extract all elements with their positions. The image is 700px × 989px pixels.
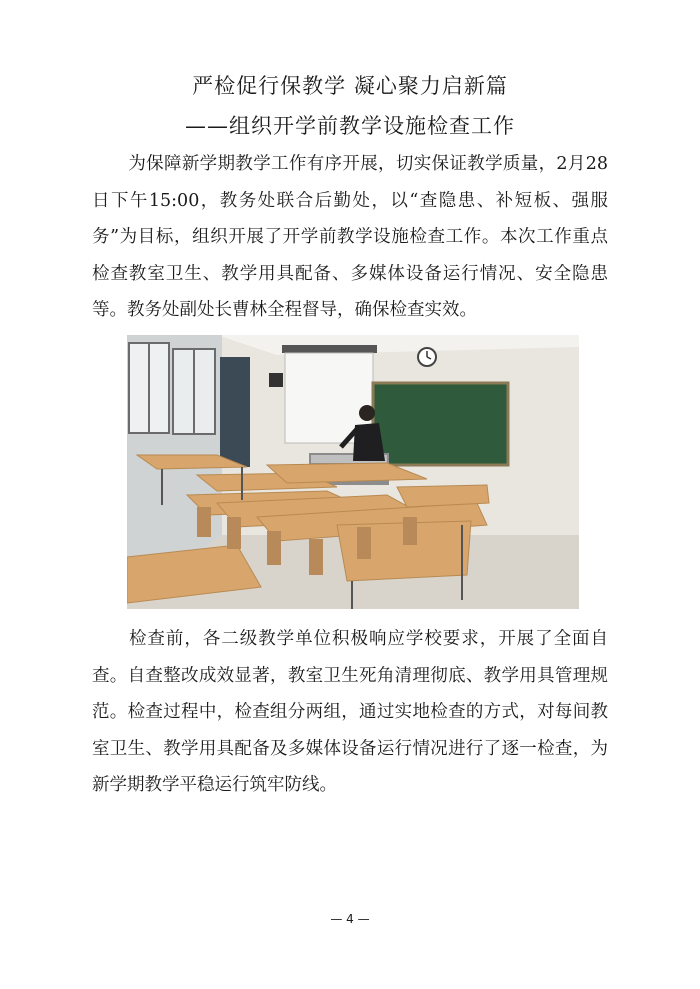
classroom-photo [127,335,579,609]
paragraph-1 [92,146,608,329]
classroom-photo-illustration [127,335,579,609]
document-title: 严检促行保教学 凝心聚力启新篇 [192,74,508,98]
paragraph-2 [92,621,608,804]
page-number: — 4 — [330,912,370,926]
document-subtitle: ——组织开学前教学设施检查工作 [185,114,515,138]
paragraph-2-text: 检查前，各二级教学单位积极响应学校要求，开展了全面自查。自查整改成效显著，教室卫生死角清理彻底、教学用具管理规范。检查过程中，检查组分两组，通过实地检查的方式，对每间教室卫生、教学用具配备及多媒体设备运行情况进行了逐一检查，为新学期教学平稳运行筑牢防线。 [92,629,608,795]
paragraph-1-text: 为保障新学期教学工作有序开展，切实保证教学质量，2月28日下午15:00，教务处联合后勤处，以“查隐患、补短板、强服务”为目标，组织开展了开学前教学设施检查工作。本次工作重点检查教室卫生、教学用具配备、多媒体设备运行情况、安全隐患等。教务处副处长曹林全程督导，确保检查实效。 [92,154,608,320]
